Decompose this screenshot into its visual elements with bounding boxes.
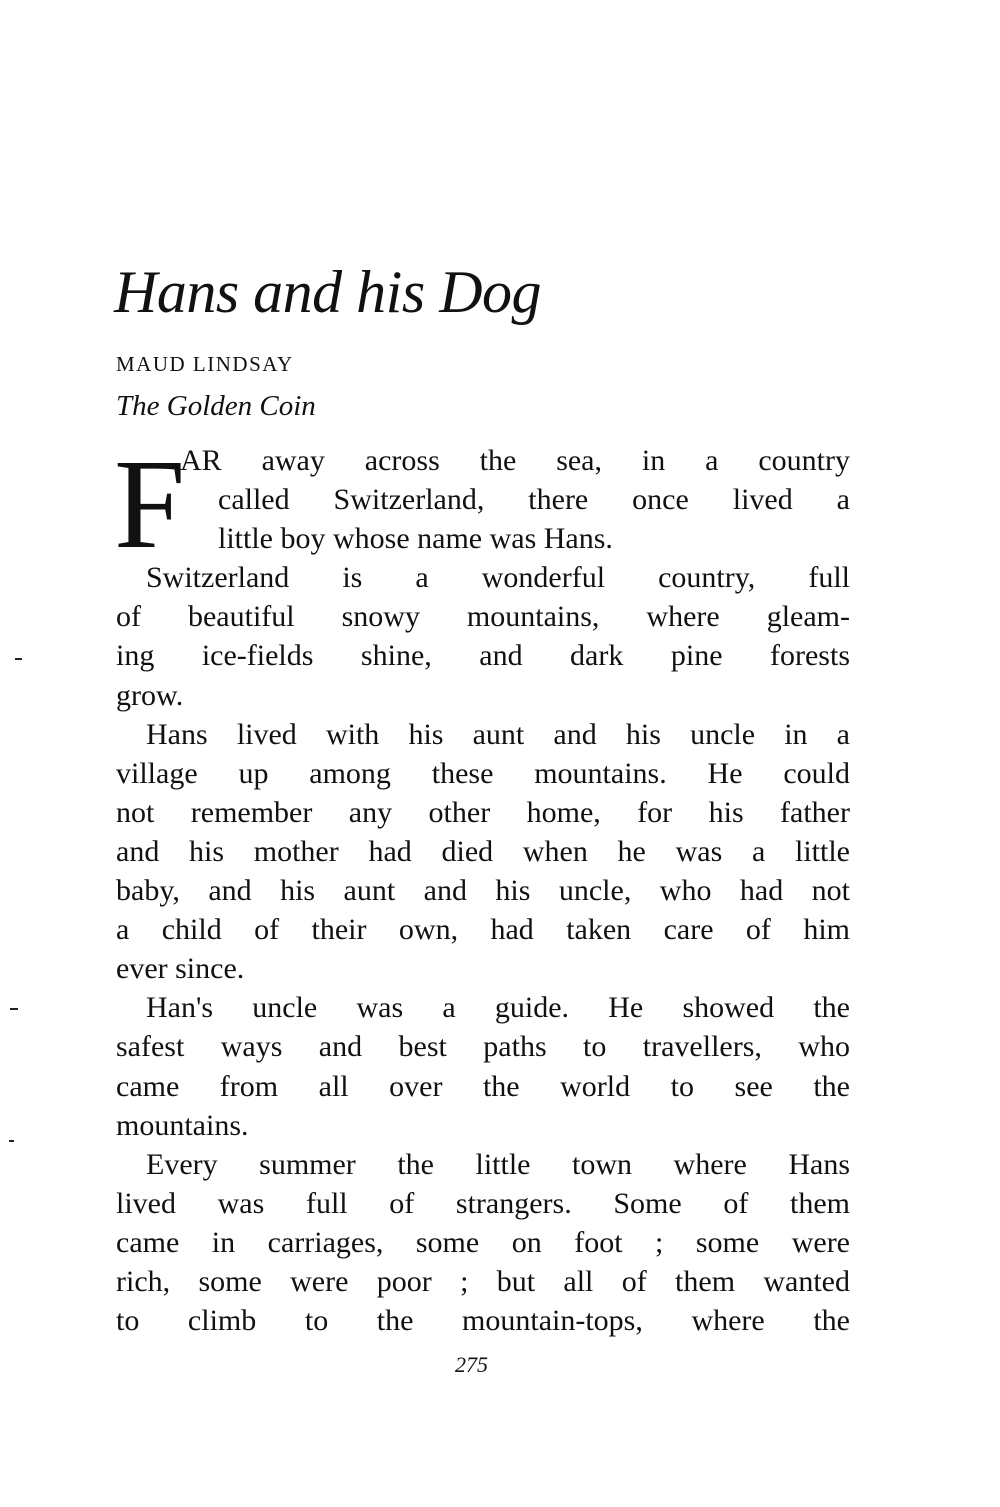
page-number: 275 xyxy=(455,1352,488,1377)
text-line: came from all over the world to see the xyxy=(116,1069,850,1103)
text-line: to climb to the mountain-tops, where the xyxy=(116,1304,850,1338)
text-line: ever since. xyxy=(116,952,245,986)
text-line: safest ways and best paths to travellers, who xyxy=(116,1030,850,1064)
text-line: Hans lived with his aunt and his uncle in a xyxy=(146,717,850,751)
scan-mark xyxy=(10,1008,18,1010)
story-text xyxy=(114,433,850,1340)
text-line: village up among these mountains. He could xyxy=(116,756,850,790)
scan-mark xyxy=(15,658,22,660)
text-line: Every summer the little town where Hans xyxy=(146,1147,850,1181)
text-line: grow. xyxy=(116,678,184,712)
text-line: called Switzerland, there once lived a xyxy=(218,483,850,517)
drop-cap: F xyxy=(114,433,186,575)
text-line: not remember any other home, for his father xyxy=(116,795,850,829)
text-line: lived was full of strangers. Some of them xyxy=(116,1186,850,1220)
text-line: AR away across the sea, in a country xyxy=(180,444,850,477)
text-line: came in carriages, some on foot ; some were xyxy=(116,1225,850,1259)
text-line: of beautiful snowy mountains, where gleam- xyxy=(116,600,850,634)
story-title: Hans and his Dog xyxy=(114,259,542,325)
scan-mark xyxy=(9,1140,14,1142)
text-line: a child of their own, had taken care of him xyxy=(116,913,850,947)
author-name: MAUD LINDSAY xyxy=(116,352,294,376)
text-line: Han's uncle was a guide. He showed the xyxy=(146,991,850,1025)
text-line: little boy whose name was Hans. xyxy=(218,522,613,556)
text-line: mountains. xyxy=(116,1108,249,1142)
text-line: baby, and his aunt and his uncle, who had not xyxy=(116,874,850,908)
chapter-title: The Golden Coin xyxy=(116,390,316,422)
text-line: Switzerland is a wonderful country, full xyxy=(146,561,850,595)
text-line: and his mother had died when he was a little xyxy=(116,834,850,868)
text-line: ing ice-fields shine, and dark pine forests xyxy=(116,639,850,673)
text-line: rich, some were poor ; but all of them wanted xyxy=(116,1264,850,1298)
